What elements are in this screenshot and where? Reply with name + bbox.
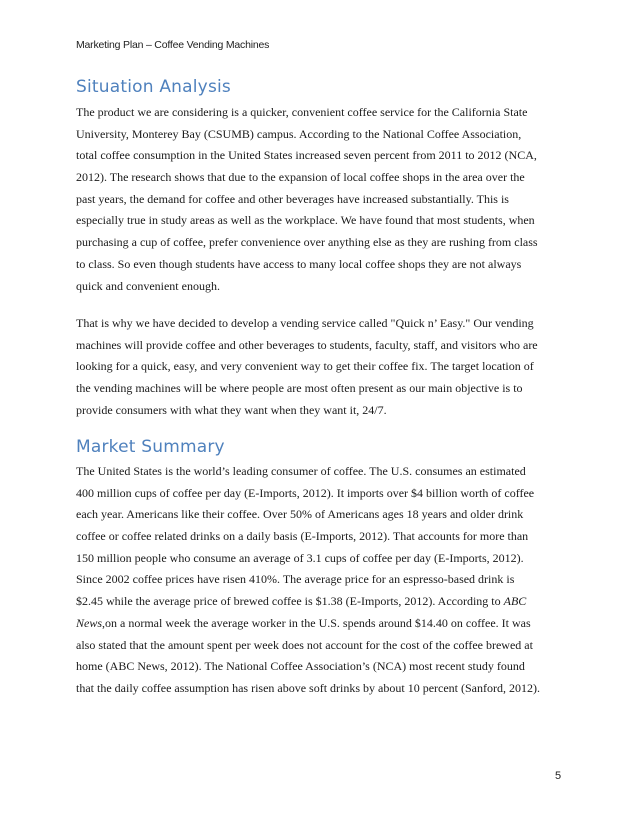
text-line: University, Monterey Bay (CSUMB) campus. According to the National Coffee Association, <box>76 126 522 141</box>
text-line: purchasing a cup of coffee, prefer convenience over anything else as they are rushing from class <box>76 235 538 250</box>
text-line: machines will provide coffee and other beverages to students, faculty, staff, and visitors who are <box>76 337 538 352</box>
text-line: That is why we have decided to develop a vending service called "Quick n’ Easy." Our vending <box>76 316 534 330</box>
text-line: looking for a quick, easy, and very convenient way to get their coffee fix. The target location of <box>76 359 534 374</box>
text-line: 2012). The research shows that due to the expansion of local coffee shops in the area over the <box>76 170 525 185</box>
text-line-with-italic <box>76 613 540 635</box>
text-line: each year. Americans like their coffee. Over 50% of Americans ages 18 years and older drink <box>76 507 524 522</box>
section-heading-market-summary: Market Summary <box>76 437 225 457</box>
text-line: especially true in study areas as well as the workplace. We have found that most students, when <box>76 213 535 228</box>
text-line: provide consumers with what they want when they want it, 24/7. <box>76 402 387 417</box>
text-line: coffee or coffee related drinks on a daily basis (E-Imports, 2012). That accounts for more than <box>76 529 529 544</box>
running-header: Marketing Plan – Coffee Vending Machines <box>76 39 270 51</box>
text-line: Since 2002 coffee prices have risen 410%. The average price for an espresso-based drink is <box>76 572 515 587</box>
text-line: also stated that the amount spent per week does not account for the cost of the coffee brewed at <box>76 637 533 652</box>
paragraph-situation-2 <box>76 313 538 421</box>
text-line: past years, the demand for coffee and other beverages have increased substantially. This is <box>76 191 509 206</box>
italic-source-news: News <box>76 615 103 630</box>
text-line: quick and convenient enough. <box>76 278 220 293</box>
text-line-with-italic <box>76 591 540 613</box>
section-heading-situation-analysis: Situation Analysis <box>76 77 231 97</box>
italic-source-abc: ABC <box>503 594 527 609</box>
paragraph-market-summary <box>76 461 540 700</box>
text-line: The product we are considering is a quicker, convenient coffee service for the California State <box>76 105 528 119</box>
text-line: total coffee consumption in the United States increased seven percent from 2011 to 2012 (NCA, <box>76 148 537 163</box>
text-line: The United States is the world’s leading consumer of coffee. The U.S. consumes an estimated <box>76 464 526 478</box>
page-number: 5 <box>555 770 562 782</box>
paragraph-situation-1 <box>76 102 538 297</box>
text-line: to class. So even though students have access to many local coffee shops they are not always <box>76 256 522 271</box>
text-line: home (ABC News, 2012). The National Coffee Association’s (NCA) most recent study found <box>76 659 525 674</box>
text-segment: $2.45 while the average price of brewed coffee is $1.38 (E-Imports, 2012). According to <box>76 594 501 609</box>
text-line: that the daily coffee assumption has risen above soft drinks by about 10 percent (Sanford, 2012). <box>76 680 540 695</box>
text-line: 400 million cups of coffee per day (E-Imports, 2012). It imports over $4 billion worth of coffee <box>76 485 535 500</box>
text-line: the vending machines will be where people are most often present as our main objective is to <box>76 381 523 396</box>
text-line: 150 million people who consume an average of 3.1 cups of coffee per day (E-Imports, 2012). <box>76 550 524 565</box>
text-segment: ,on a normal week the average worker in the U.S. spends around $14.40 on coffee. It was <box>102 615 531 630</box>
